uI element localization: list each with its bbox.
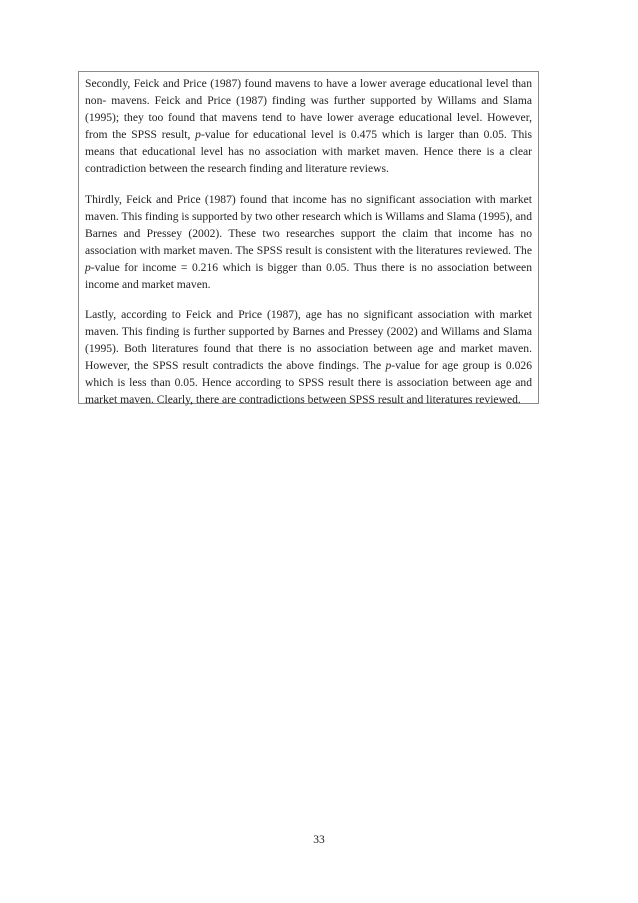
run-text: -value for age group is 0.026 which is less than 0.05. Hence according to SPSS result there is association between age and market maven. Clearly, there are contradictions between SPSS result and literatures reviewed. bbox=[85, 359, 532, 406]
run-text: -value for educational level is 0.475 which is larger than 0.05. This means that educational level has no association with market maven. Hence there is a clear contradiction between the research finding and literature reviews. bbox=[85, 128, 532, 175]
page-number: 33 bbox=[313, 834, 325, 846]
run-italic: p bbox=[195, 128, 201, 141]
paragraph-income bbox=[85, 191, 532, 293]
text-box bbox=[78, 71, 539, 404]
run-italic: p bbox=[385, 359, 392, 372]
paragraph-education bbox=[85, 75, 532, 177]
run-text: Secondly, Feick and Price (1987) found mavens to have a lower average educational level than non- mavens. Feick and Price (1987) finding was further supported by Willams and Slama (1995); they too found that mavens tend to have lower average educational level. However, from the SPSS result, bbox=[85, 77, 532, 141]
paragraph-age bbox=[85, 306, 532, 408]
run-italic: p bbox=[85, 260, 91, 274]
run-text: Thirdly, Feick and Price (1987) found that income has no significant association with market maven. This finding is supported by two other research which is Willams and Slama (1995), and Barnes and Pressey (2002). These two researches support the claim that income has no association with market maven. The SPSS result is consistent with the literatures reviewed. The bbox=[85, 192, 532, 257]
run-text: Lastly, according to Feick and Price (1987), age has no significant association with market maven. This finding is further supported by Barnes and Pressey (2002) and Willams and Slama (1995). Both literatures found that there is no association between age and market maven. However, the SPSS result contradicts the above findings. The bbox=[85, 308, 532, 372]
run-text: -value for income = 0.216 which is bigger than 0.05. Thus there is no association between income and market maven. bbox=[85, 260, 532, 291]
